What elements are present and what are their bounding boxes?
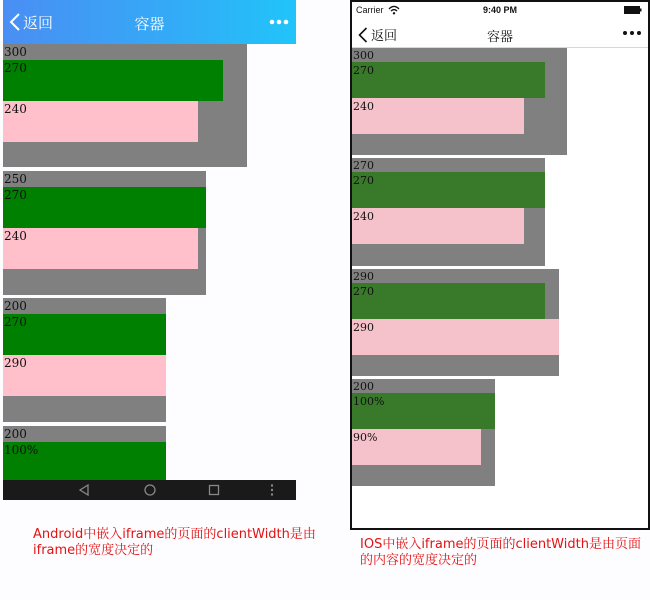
- pink-label: 240: [353, 100, 374, 113]
- status-time: 9:40 PM: [482, 5, 517, 15]
- pink-label: 240: [4, 229, 27, 243]
- green-label: 270: [4, 315, 27, 329]
- outer-label: 300: [4, 45, 27, 59]
- ios-green-block-1: [352, 62, 545, 98]
- green-label: 100%: [353, 395, 385, 408]
- outer-label: 200: [4, 299, 27, 313]
- android-header: [3, 0, 296, 44]
- ios-back-label: 返回: [371, 29, 398, 44]
- green-label: 270: [353, 285, 374, 298]
- green-label: 270: [4, 188, 27, 202]
- android-pink-block-3: [3, 355, 166, 396]
- battery-icon: [624, 6, 642, 14]
- carrier-label: Carrier: [356, 5, 384, 15]
- ios-green-block-4: [352, 393, 495, 429]
- outer-label: 200: [353, 380, 374, 393]
- ios-green-block-2: [352, 172, 545, 208]
- recents-square-icon[interactable]: [207, 483, 221, 497]
- ios-green-block-3: [352, 283, 545, 319]
- outer-label: 270: [353, 159, 374, 172]
- pink-label: 290: [4, 356, 27, 370]
- android-caption: Android中嵌入iframe的页面的clientWidth是由iframe的宽度决定的: [33, 527, 316, 558]
- more-dots-icon: [268, 13, 290, 31]
- green-label: 270: [353, 64, 374, 77]
- android-green-block-2: [3, 187, 206, 228]
- ios-pink-block-4: [352, 429, 481, 465]
- more-dots-icon[interactable]: [622, 27, 642, 39]
- pink-label: 290: [353, 321, 374, 334]
- android-green-block-1: [3, 60, 223, 101]
- back-triangle-icon[interactable]: [77, 483, 91, 497]
- pink-label: 90%: [353, 431, 378, 444]
- ios-pink-block-3: [352, 319, 559, 355]
- ios-status-bar: [352, 2, 648, 20]
- android-pink-block-2: [3, 228, 198, 269]
- android-nav-bar: [3, 480, 296, 500]
- android-more-button[interactable]: [268, 13, 290, 31]
- android-green-block-3: [3, 314, 166, 355]
- outer-label: 300: [353, 49, 374, 62]
- ios-nav-bar: [352, 20, 648, 48]
- android-page-title: 容器: [134, 15, 165, 33]
- pink-label: 240: [4, 102, 27, 116]
- outer-label: 290: [353, 270, 374, 283]
- ios-caption: IOS中嵌入iframe的页面的clientWidth是由页面的内容的宽度决定的: [360, 537, 641, 568]
- ios-pink-block-1: [352, 98, 524, 134]
- green-label: 270: [353, 174, 374, 187]
- android-pink-block-1: [3, 101, 198, 142]
- outer-label: 200: [4, 427, 27, 441]
- pink-label: 240: [353, 210, 374, 223]
- green-label: 270: [4, 61, 27, 75]
- home-circle-icon[interactable]: [143, 483, 157, 497]
- ios-screen: [350, 0, 650, 530]
- menu-dots-icon[interactable]: [265, 483, 279, 497]
- outer-label: 250: [4, 172, 27, 186]
- android-screen: [3, 0, 296, 500]
- android-back-label: 返回: [23, 13, 54, 32]
- ios-page-title: 容器: [486, 30, 513, 45]
- ios-pink-block-2: [352, 208, 524, 244]
- green-label: 100%: [4, 443, 39, 457]
